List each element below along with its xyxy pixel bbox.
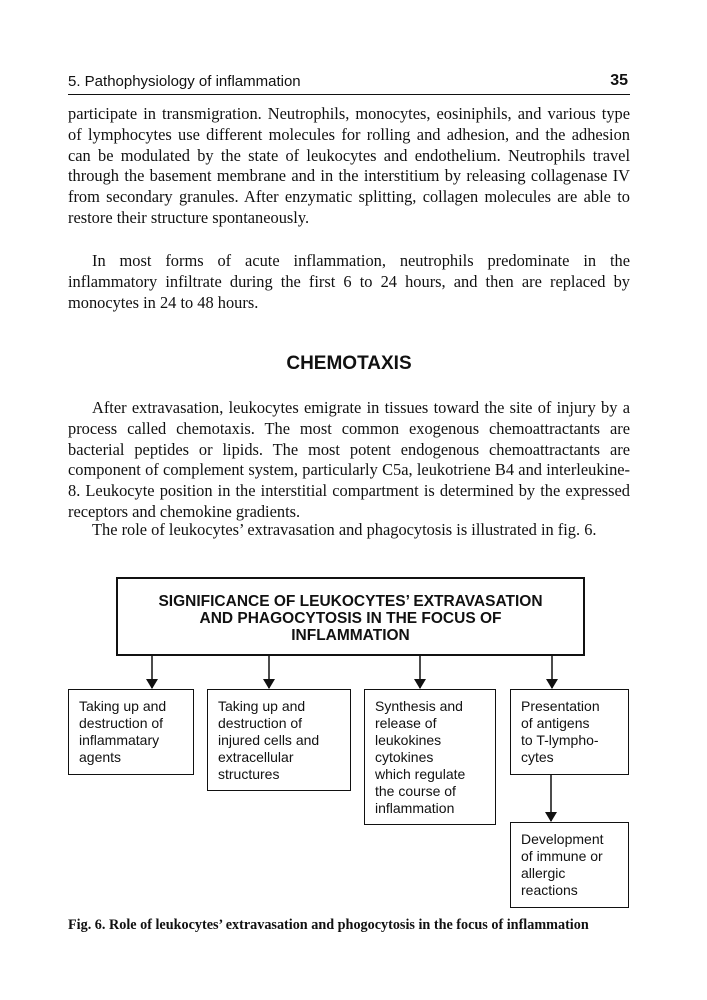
diagram-box-leukokines: Synthesis and release of leukokines cytokines which regulate the course of inflammation <box>364 689 496 825</box>
paragraph-figure-reference: The role of leukocytes’ extravasation and phagocytosis is illustrated in fig. 6. <box>92 520 597 539</box>
paragraph-transmigration: participate in transmigration. Neutrophils, monocytes, eosiniphils, and various type of lymphocytes use different molecules for rolling and adhesion, and the adhesion can be modulated by the state of leukocytes and endothelium. Neutrophils travel through the basement membrane and in the interstitium by releasing collagenase IV from secondary granules. After enzymatic splitting, collagen molecules are able to restore their structure spontaneously. <box>68 104 630 227</box>
section-heading: CHEMOTAXIS <box>286 353 412 374</box>
paragraph-acute-inflammation: In most forms of acute inflammation, neutrophils predominate in the inflammatory infiltrate during the first 6 to 24 hours, and then are replaced by monocytes in 24 to 48 hours. <box>68 251 630 312</box>
paragraph-chemotaxis: After extravasation, leukocytes emigrate in tissues toward the site of injury by a process called chemotaxis. The most common exogenous chemoattractants are bacterial peptides or lipids. The most potent endogenous chemoattractants are component of complement system, particularly C5a, leukotriene B4 and interleukine-8. Leukocyte position in the interstitial compartment is determined by the expressed receptors and chemokine gradients. <box>68 398 630 521</box>
page-number: 35 <box>610 72 628 89</box>
diagram-box-antigen-presentation: Presentation of antigens to T-lympho- cytes <box>510 689 629 775</box>
diagram-box-inflammatory-agents: Taking up and destruction of inflammatary agents <box>68 689 194 775</box>
running-title: 5. Pathophysiology of inflammation <box>68 73 301 90</box>
figure-caption: Fig. 6. Role of leukocytes’ extravasation and phogocytosis in the focus of inflammation <box>68 917 589 933</box>
diagram-box-immune-reactions: Development of immune or allergic reactions <box>510 822 629 908</box>
diagram-box-injured-cells: Taking up and destruction of injured cells and extracellular structures <box>207 689 351 791</box>
diagram-title-box: SIGNIFICANCE OF LEUKOCYTES’ EXTRAVASATION AND PHAGOCYTOSIS IN THE FOCUS OF INFLAMMATION <box>116 577 585 656</box>
